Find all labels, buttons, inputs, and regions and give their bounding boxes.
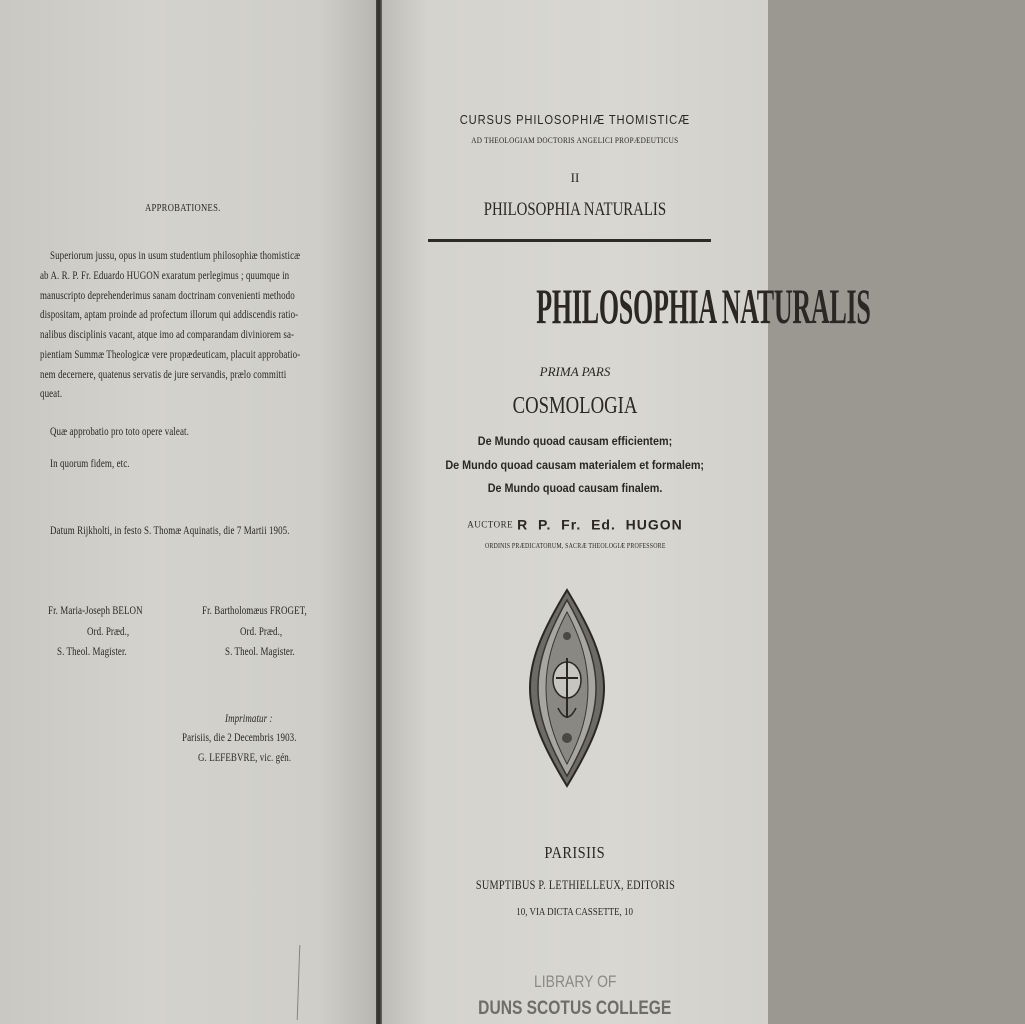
imprimatur-label: Imprimatur : [225, 713, 273, 725]
library-stamp-line: LIBRARY OF [533, 972, 617, 991]
subject-title: COSMOLOGIA [512, 393, 638, 419]
validity-line: Quæ approbatio pro toto opere valeat. [50, 426, 189, 438]
imprint-address: 10, VIA DICTA CASSETTE, 10 [516, 907, 634, 918]
page-crease [297, 945, 301, 1020]
left-page [0, 0, 376, 1024]
approbation-line: nem decernere, quatenus servatis de jure servandis, prælo committi [40, 369, 287, 381]
author-role: ORDINIS PRÆDICATORUM, SACRÆ THEOLOGIÆ PROFESSORE [484, 542, 666, 550]
volume-number: II [570, 170, 580, 185]
approbation-line: pientiam Summæ Theologicæ vere propædeuticam, placuit approbatio- [40, 349, 301, 361]
dominican-seal-icon [528, 588, 606, 788]
volume-title: PHILOSOPHIA NATURALIS [483, 199, 667, 220]
signatory-title: S. Theol. Magister. [225, 646, 295, 658]
imprimatur-signer: G. LEFEBVRE, vic. gén. [198, 752, 292, 764]
author-line [382, 515, 768, 533]
fidem-line: In quorum fidem, etc. [50, 458, 130, 470]
author-prefix: AUCTORE [467, 519, 514, 530]
series-title: CURSUS PHILOSOPHIÆ THOMISTICÆ [459, 112, 691, 127]
contents-line: De Mundo quoad causam materialem et formalem; [445, 458, 705, 472]
contents-line: De Mundo quoad causam finalem. [487, 481, 663, 495]
imprint-city: PARISIIS [544, 843, 606, 862]
signatory-name: Fr. Bartholomæus FROGET, [202, 605, 307, 617]
library-stamp-college: DUNS SCOTUS COLLEGE [478, 998, 672, 1019]
right-page [382, 0, 871, 1024]
series-subtitle: AD THEOLOGIAM DOCTORIS ANGELICI PROPÆDEUTICUS [471, 135, 679, 145]
imprint-publisher: SUMPTIBUS P. LETHIELLEUX, EDITORIS [475, 878, 675, 892]
signatory-order: Ord. Præd., [87, 626, 130, 638]
contents-line: De Mundo quoad causam efficientem; [477, 434, 673, 448]
main-title: PHILOSOPHIA NATURALIS [536, 278, 871, 334]
approbation-line: ab A. R. P. Fr. Eduardo HUGON exaratum perlegimus ; quumque in [40, 270, 290, 282]
approbation-line: manuscripto deprehenderimus sanam doctrinam convenienti methodo [40, 290, 295, 302]
approbation-line: Superiorum jussu, opus in usum studentium philosophiæ thomisticæ [50, 250, 301, 262]
datum-line: Datum Rijkholti, in festo S. Thomæ Aquinatis, die 7 Martii 1905. [50, 525, 290, 537]
signatory-order: Ord. Præd., [240, 626, 283, 638]
signatory-name: Fr. Maria-Joseph BELON [48, 605, 143, 617]
author-name: R P. Fr. Ed. HUGON [517, 516, 683, 533]
signatory-title: S. Theol. Magister. [57, 646, 127, 658]
imprimatur-place: Parisiis, die 2 Decembris 1903. [182, 732, 297, 744]
title-rule [428, 239, 711, 242]
part-label: PRIMA PARS [539, 364, 611, 379]
approbationes-heading: APPROBATIONES. [145, 202, 221, 214]
approbation-line: queat. [40, 388, 63, 400]
approbation-line: nalibus disciplinis vacant, atque imo ad comparandam diviniorem sa- [40, 329, 295, 341]
approbation-line: dispositam, aptam proinde ad profectum illorum qui addiscendis ratio- [40, 309, 299, 321]
